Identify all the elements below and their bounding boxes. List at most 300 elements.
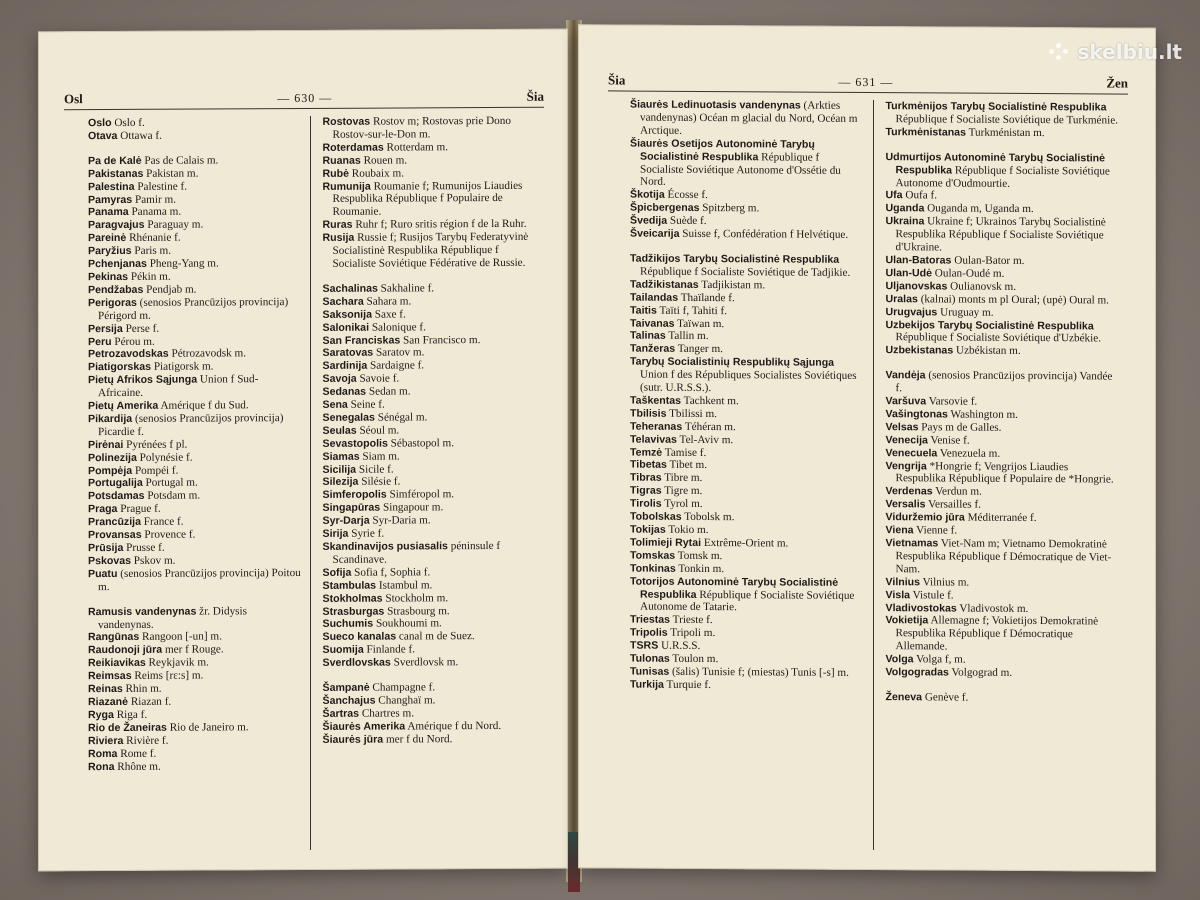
entry-translation: Tyrol m. bbox=[661, 497, 703, 511]
entry-translation: San Francisco m. bbox=[400, 333, 481, 346]
dictionary-entry bbox=[88, 605, 302, 632]
entry-headword: Sueco kanalas bbox=[322, 630, 397, 644]
dictionary-entry bbox=[630, 575, 865, 615]
entry-translation: Sakhaline f. bbox=[377, 282, 435, 295]
entry-headword: Paryžius bbox=[88, 245, 132, 258]
entry-translation: Saxe f. bbox=[371, 308, 406, 321]
entry-headword: Rumunija bbox=[322, 180, 371, 193]
right-page bbox=[578, 24, 1156, 872]
entry-translation: Pskov m. bbox=[131, 554, 176, 567]
entry-headword: Vietnamas bbox=[885, 537, 939, 550]
entry-headword: Praga bbox=[88, 503, 118, 516]
dictionary-entry bbox=[88, 515, 302, 529]
dictionary-entry bbox=[323, 141, 537, 155]
entry-translation: Varsovie f. bbox=[926, 395, 978, 408]
entry-translation: Paris m. bbox=[131, 244, 172, 258]
dictionary-entry bbox=[88, 528, 302, 542]
dictionary-entry bbox=[88, 734, 302, 748]
entry-headword: Ženeva bbox=[885, 691, 923, 704]
dictionary-entry bbox=[88, 438, 302, 452]
entry-translation: Rouen m. bbox=[360, 154, 408, 167]
entry-translation: Tanger m. bbox=[675, 343, 723, 356]
entry-headword: Tarybų Socialistinių Respublikų Sąjunga bbox=[630, 355, 835, 370]
entry-translation: Pékin m. bbox=[128, 270, 171, 283]
entry-headword: Reimsas bbox=[88, 670, 132, 683]
entry-translation: Ouganda m, Uganda m. bbox=[924, 202, 1034, 216]
dictionary-entry bbox=[88, 412, 302, 439]
entry-headword: Ryga bbox=[88, 708, 114, 722]
entry-headword: Teheranas bbox=[630, 420, 683, 433]
entry-translation: Toulon m. bbox=[669, 652, 719, 666]
entry-headword: Prancūzija bbox=[88, 516, 141, 529]
dictionary-entry bbox=[323, 488, 537, 502]
entry-headword: Pamyras bbox=[88, 193, 133, 206]
entry-headword: Totorijos Autonominė Tarybų Socialistinė Respublika bbox=[630, 575, 842, 601]
entry-headword: Sardinija bbox=[322, 359, 368, 373]
section-gap bbox=[88, 593, 302, 606]
dictionary-entry bbox=[88, 335, 302, 349]
entry-headword: Uganda bbox=[885, 202, 925, 215]
dictionary-entry bbox=[886, 319, 1121, 346]
entry-translation: Volgograd m. bbox=[948, 666, 1013, 679]
entry-translation: France f. bbox=[141, 515, 184, 529]
dictionary-entry bbox=[323, 385, 537, 399]
dictionary-entry bbox=[323, 295, 537, 309]
entry-headword: Škotija bbox=[630, 188, 665, 202]
dictionary-entry bbox=[88, 643, 302, 657]
entry-headword: Viduržemio jūra bbox=[885, 511, 965, 524]
dictionary-entry bbox=[88, 129, 302, 143]
entry-translation: Panama m. bbox=[128, 206, 182, 219]
entry-translation: Provence f. bbox=[141, 528, 196, 541]
entry-translation: Rhin m. bbox=[122, 682, 162, 696]
entry-headword: Taivanas bbox=[630, 317, 675, 330]
dictionary-entry bbox=[323, 694, 537, 708]
entry-headword: Vengrija bbox=[885, 459, 927, 472]
entry-translation: Taïti f, Tahiti f. bbox=[656, 304, 727, 317]
entry-translation: Roumanie f; Rumunijos Liaudies Respublika République f Populaire de Roumanie. bbox=[332, 179, 526, 219]
entry-translation: Suède f. bbox=[667, 214, 707, 228]
dictionary-entry bbox=[886, 369, 1121, 396]
entry-translation: U.R.S.S. bbox=[658, 639, 701, 653]
entry-headword: Suchumis bbox=[322, 618, 374, 631]
dictionary-entry bbox=[323, 282, 537, 296]
entry-headword: Uzbekistanas bbox=[885, 344, 954, 357]
entry-headword: Sachalinas bbox=[322, 282, 378, 295]
entry-translation: Rostov m; Rostovas prie Dono Rostov-sur-le-Don m. bbox=[332, 114, 514, 141]
entry-translation: Turquie f. bbox=[663, 678, 711, 691]
entry-headword: Tibetas bbox=[630, 459, 667, 472]
entry-translation: Prusse f. bbox=[123, 541, 165, 554]
dictionary-entry bbox=[88, 116, 302, 130]
entry-translation: Tibet m. bbox=[666, 459, 708, 472]
entry-translation: Séoul m. bbox=[356, 424, 400, 437]
dictionary-entry bbox=[88, 244, 302, 258]
entry-headword: Riviera bbox=[88, 734, 124, 747]
entry-translation: Simféropol m. bbox=[386, 488, 455, 501]
entry-headword: Panama bbox=[88, 206, 129, 219]
entry-translation: Viet-Nam m; Vietnamo Demokratinė Respublika République f Démocratique de Viet-Nam. bbox=[895, 537, 1112, 576]
entry-headword: Vilnius bbox=[885, 575, 921, 589]
entry-translation: Tomsk m. bbox=[675, 549, 723, 562]
dictionary-entry bbox=[88, 695, 302, 709]
entry-translation: Reims [rɛ:s] m. bbox=[131, 669, 204, 683]
entry-headword: Rusija bbox=[322, 231, 355, 245]
entry-translation: Riazan f. bbox=[128, 695, 172, 708]
entry-translation: Tokio m. bbox=[665, 523, 709, 537]
watermark-text: skelbiu.lt bbox=[1077, 40, 1182, 64]
entry-headword: Stokholmas bbox=[322, 592, 383, 605]
entry-translation: Extrême-Orient m. bbox=[701, 536, 789, 550]
dictionary-entry bbox=[630, 228, 865, 242]
entry-headword: Rio de Žaneiras bbox=[88, 721, 167, 734]
entry-headword: Tonkinas bbox=[630, 562, 676, 575]
entry-translation: Pyrénées f pl. bbox=[123, 438, 188, 451]
entry-translation: République f Socialiste Soviétique Autonome d'Oudmourtie. bbox=[895, 164, 1113, 190]
entry-headword: Taitis bbox=[630, 304, 657, 317]
dictionary-entry bbox=[323, 720, 537, 734]
entry-headword: Pakistanas bbox=[88, 167, 144, 180]
entry-translation: Suisse f, Confédération f Helvétique. bbox=[679, 227, 849, 241]
dictionary-entry bbox=[88, 747, 302, 761]
entry-headword: Pareinė bbox=[88, 232, 127, 245]
entry-headword: Peru bbox=[88, 335, 112, 348]
entry-translation: Tamise f. bbox=[662, 446, 707, 459]
entry-headword: Sevastopolis bbox=[322, 437, 388, 450]
entry-headword: Taškentas bbox=[630, 394, 682, 407]
dictionary-entry bbox=[88, 502, 302, 516]
dictionary-entry bbox=[323, 462, 537, 476]
entry-headword: Oslo bbox=[88, 117, 112, 130]
entry-headword: Portugalija bbox=[88, 477, 143, 490]
entry-headword: Ruras bbox=[322, 218, 353, 232]
section-gap bbox=[323, 669, 537, 682]
dictionary-entry bbox=[323, 681, 537, 695]
entry-translation: Tripoli m. bbox=[667, 627, 716, 640]
dictionary-entry bbox=[88, 257, 302, 271]
entry-headword: Tokijas bbox=[630, 523, 666, 536]
entry-headword: Udmurtijos Autonominė Tarybų Socialistinė Respublika bbox=[885, 150, 1108, 177]
entry-headword: Šiaurės jūra bbox=[322, 733, 384, 746]
entry-translation: Rome f. bbox=[117, 747, 157, 760]
dictionary-entry bbox=[323, 411, 537, 425]
dictionary-entry bbox=[88, 476, 302, 490]
entry-headword: Silezija bbox=[322, 476, 359, 489]
entry-headword: Ramusis vandenynas bbox=[88, 605, 197, 618]
dictionary-entry bbox=[88, 283, 302, 297]
entry-translation: Sicile f. bbox=[356, 463, 394, 476]
entry-headword: Venecuela bbox=[885, 446, 938, 460]
entry-headword: Raudonoji jūra bbox=[88, 644, 163, 657]
left-page bbox=[38, 29, 568, 872]
entry-translation: (šalis) Tunisie f; (miestas) Tunis [-s] m. bbox=[669, 665, 849, 679]
entry-translation: Spitzberg m. bbox=[699, 202, 760, 215]
left-page-header bbox=[64, 85, 544, 111]
entry-translation: Strasbourg m. bbox=[384, 604, 450, 618]
entry-headword: Špicbergenas bbox=[630, 201, 700, 215]
entry-headword: Tobolskas bbox=[630, 510, 682, 523]
entry-translation: Tallin m. bbox=[665, 330, 709, 343]
entry-translation: Volga f, m. bbox=[913, 653, 966, 666]
entry-headword: Rona bbox=[88, 760, 115, 773]
entry-headword: Singapūras bbox=[322, 501, 381, 515]
dictionary-entry bbox=[88, 322, 302, 336]
entry-translation: Saratov m. bbox=[373, 346, 425, 360]
entry-translation: Rivière f. bbox=[123, 734, 169, 747]
dictionary-entry bbox=[323, 707, 537, 721]
entry-headword: Suomija bbox=[322, 643, 364, 657]
entry-translation: Soukhoumi m. bbox=[373, 617, 442, 631]
entry-translation: Pakistan m. bbox=[143, 167, 199, 180]
entry-translation: Méditerranée f. bbox=[964, 511, 1037, 525]
entry-translation: Allemagne f; Vokietijos Demokratinė Respublika République f Démocratique Allemande. bbox=[895, 614, 1101, 653]
entry-headword: Skandinavijos pusiasalis bbox=[322, 540, 448, 553]
dictionary-entry bbox=[323, 501, 537, 515]
dictionary-entry bbox=[88, 554, 302, 568]
entry-headword: Pikardija bbox=[88, 412, 133, 426]
entry-headword: Pchenjanas bbox=[88, 257, 147, 271]
dictionary-entry bbox=[886, 344, 1121, 358]
entry-translation: Verdun m. bbox=[932, 485, 982, 499]
entry-translation: Pétrozavodsk m. bbox=[168, 347, 247, 361]
entry-translation: Riga f. bbox=[113, 708, 148, 721]
dictionary-entry bbox=[88, 451, 302, 465]
entry-headword: Roma bbox=[88, 747, 118, 760]
left-column-1 bbox=[64, 116, 310, 851]
entry-translation: (senosios Prancūzijos provincija) Picardie f. bbox=[98, 412, 287, 438]
dictionary-entry bbox=[323, 333, 537, 347]
entry-translation: Reykjavik m. bbox=[145, 656, 209, 670]
dictionary-entry bbox=[323, 437, 537, 451]
entry-headword: Pietų Afrikos Sąjunga bbox=[88, 373, 198, 387]
entry-translation: Pérou m. bbox=[111, 335, 155, 348]
dictionary-entry bbox=[630, 356, 865, 396]
dictionary-entry bbox=[88, 721, 302, 735]
entry-headword: Tulonas bbox=[630, 652, 670, 665]
entry-translation: Portugal m. bbox=[142, 477, 198, 490]
dictionary-entry bbox=[88, 760, 302, 774]
entry-headword: Uljanovskas bbox=[885, 279, 948, 293]
dictionary-entry bbox=[323, 166, 537, 180]
entry-translation: Champagne f. bbox=[369, 681, 436, 694]
entry-translation: (senosios Prancūzijos provincija) Poitou m. bbox=[98, 566, 304, 593]
entry-headword: Sverdlovskas bbox=[322, 656, 391, 670]
dictionary-entry bbox=[886, 537, 1121, 577]
entry-translation: Singapour m. bbox=[380, 501, 444, 514]
section-gap bbox=[323, 270, 537, 283]
entry-translation: Sébastopol m. bbox=[387, 436, 455, 450]
entry-headword: Pekinas bbox=[88, 270, 129, 284]
entry-translation: Palestine f. bbox=[134, 180, 188, 193]
entry-translation: République f Socialiste Soviétique Autonome d'Ossétie du Nord. bbox=[640, 150, 844, 189]
dictionary-entry bbox=[88, 193, 302, 207]
entry-translation: Sénégal m. bbox=[374, 411, 428, 424]
dictionary-entry bbox=[88, 296, 302, 323]
left-page-number: — 630 — bbox=[277, 90, 333, 106]
dictionary-entry bbox=[88, 180, 302, 194]
entry-headword: Telavivas bbox=[630, 433, 677, 446]
entry-translation: Turkménistan m. bbox=[965, 126, 1045, 139]
entry-headword: Perigoras bbox=[88, 296, 137, 309]
entry-headword: TSRS bbox=[630, 639, 659, 652]
entry-headword: Sicilija bbox=[322, 463, 357, 476]
entry-headword: Temzė bbox=[630, 446, 663, 459]
entry-translation: Union f des Républiques Socialistes Soviétiques (sutr. U.R.S.S.). bbox=[640, 357, 860, 395]
dictionary-entry bbox=[323, 643, 537, 657]
entry-translation: Sardaigne f. bbox=[367, 359, 425, 372]
entry-headword: Prūsija bbox=[88, 541, 124, 555]
entry-headword: Triestas bbox=[630, 613, 671, 627]
entry-translation: Oulan-Bator m. bbox=[951, 254, 1025, 267]
entry-headword: Viena bbox=[885, 524, 914, 537]
entry-headword: Turkmėnistanas bbox=[885, 125, 966, 139]
entry-translation: (senosios Prancūzijos provincija) Vandée f. bbox=[895, 369, 1116, 395]
entry-headword: Ukraina bbox=[885, 215, 925, 228]
entry-translation: Uzbékistan m. bbox=[953, 344, 1021, 358]
right-column-1 bbox=[606, 98, 873, 850]
dictionary-entry bbox=[630, 678, 865, 692]
entry-headword: Tripolis bbox=[630, 626, 668, 640]
entry-headword: Persija bbox=[88, 322, 123, 335]
entry-headword: Tunisas bbox=[630, 665, 670, 678]
entry-headword: Tadžikistanas bbox=[630, 278, 699, 291]
entry-headword: Roterdamas bbox=[322, 141, 384, 154]
entry-headword: Strasburgas bbox=[322, 605, 385, 618]
entry-headword: Šartras bbox=[322, 707, 360, 720]
entry-headword: San Franciskas bbox=[322, 333, 401, 347]
dictionary-entry bbox=[323, 320, 537, 334]
entry-headword: Vokietija bbox=[885, 614, 929, 627]
entry-translation: Genève f. bbox=[922, 691, 969, 704]
entry-headword: Ufa bbox=[885, 189, 903, 202]
entry-headword: Švedija bbox=[630, 214, 668, 227]
entry-translation: Syr-Daria m. bbox=[369, 514, 431, 527]
entry-headword: Šveicarija bbox=[630, 227, 680, 240]
entry-translation: Uruguay m. bbox=[937, 306, 994, 319]
entry-translation: Istambul m. bbox=[376, 579, 433, 592]
right-header-guide-first: Šia bbox=[608, 72, 626, 88]
entry-headword: Tomskas bbox=[630, 549, 676, 562]
entry-headword: Saratovas bbox=[322, 347, 374, 360]
entry-headword: Otava bbox=[88, 129, 118, 143]
entry-translation: Finlande f. bbox=[363, 643, 415, 656]
entry-translation: Trieste f. bbox=[670, 614, 713, 627]
entry-headword: Potsdamas bbox=[88, 490, 145, 503]
dictionary-entry bbox=[323, 475, 537, 489]
entry-translation: Washington m. bbox=[947, 408, 1018, 421]
entry-translation: Taïwan m. bbox=[674, 317, 725, 330]
entry-translation: Vienne f. bbox=[913, 524, 958, 537]
dictionary-entry bbox=[323, 732, 537, 746]
entry-translation: Tigre m. bbox=[661, 485, 703, 498]
entry-translation: Sverdlovsk m. bbox=[390, 656, 459, 669]
entry-headword: Šanchajus bbox=[322, 694, 376, 707]
dictionary-entry bbox=[88, 682, 302, 696]
entry-translation: (Arkties vandenynas) Océan m glacial du Nord, Océan m Arctique. bbox=[640, 99, 860, 137]
entry-headword: Sofija bbox=[322, 566, 352, 579]
entry-translation: Oulianovsk m. bbox=[947, 280, 1017, 293]
entry-headword: Uralas bbox=[885, 292, 918, 305]
dictionary-entry bbox=[323, 449, 537, 463]
entry-translation: Syrie f. bbox=[348, 527, 385, 540]
entry-translation: Versailles f. bbox=[925, 498, 981, 511]
dictionary-entry bbox=[323, 218, 537, 232]
entry-translation: Pompéi f. bbox=[132, 464, 179, 477]
dictionary-entry bbox=[88, 167, 302, 181]
entry-headword: Palestina bbox=[88, 180, 135, 193]
entry-translation: (kalnai) monts m pl Oural; (upė) Oural m. bbox=[917, 292, 1109, 307]
entry-translation: Téhéran m. bbox=[682, 420, 736, 433]
dictionary-entry bbox=[323, 307, 537, 321]
left-header-guide-first: Osl bbox=[64, 91, 83, 107]
entry-headword: Piatigorskas bbox=[88, 361, 152, 374]
entry-translation: canal m de Suez. bbox=[396, 630, 475, 643]
entry-headword: Velsas bbox=[885, 420, 919, 434]
dictionary-entry bbox=[88, 669, 302, 683]
entry-translation: péninsule f Scandinave. bbox=[332, 539, 503, 566]
dictionary-entry bbox=[323, 424, 537, 438]
entry-translation: Pamir m. bbox=[132, 193, 177, 206]
entry-headword: Provansas bbox=[88, 528, 142, 542]
entry-translation: Pays m de Galles. bbox=[918, 421, 1002, 434]
entry-headword: Uzbekijos Tarybų Socialistinė Respublika bbox=[885, 318, 1094, 332]
entry-translation: Venise f. bbox=[927, 434, 970, 447]
entry-translation: Chartres m. bbox=[359, 707, 415, 720]
entry-translation: Siam m. bbox=[359, 450, 400, 463]
dictionary-entry bbox=[323, 346, 537, 360]
entry-translation: Roubaix m. bbox=[348, 167, 404, 180]
entry-headword: Rubė bbox=[322, 167, 349, 180]
dictionary-entry bbox=[88, 656, 302, 670]
entry-translation: Silésie f. bbox=[358, 475, 401, 489]
entry-translation: Vladivostok m. bbox=[956, 602, 1029, 615]
entry-translation: Rhénanie f. bbox=[126, 231, 181, 245]
entry-headword: Stambulas bbox=[322, 579, 377, 592]
entry-translation: Écosse f. bbox=[664, 189, 708, 202]
entry-headword: Saksonija bbox=[322, 308, 372, 321]
dictionary-entry bbox=[88, 205, 302, 219]
entry-headword: Senegalas bbox=[322, 411, 375, 424]
entry-headword: Sirija bbox=[322, 527, 349, 540]
entry-translation: Union f Sud-Africaine. bbox=[98, 373, 259, 400]
entry-translation: Stockholm m. bbox=[382, 591, 449, 605]
entry-translation: Ruhr f; Ruro sritis région f de la Ruhr. bbox=[352, 218, 527, 231]
entry-translation: Thaïlande f. bbox=[678, 291, 735, 304]
entry-headword: Pskovas bbox=[88, 554, 131, 568]
dictionary-entry bbox=[323, 372, 537, 386]
dictionary-entry bbox=[323, 578, 537, 592]
entry-translation: Rhône m. bbox=[114, 760, 161, 773]
dictionary-entry bbox=[88, 373, 302, 400]
entry-headword: Petrozavodskas bbox=[88, 348, 169, 361]
entry-headword: Tigras bbox=[630, 484, 662, 498]
dictionary-entry bbox=[323, 604, 537, 618]
entry-translation: Paraguay m. bbox=[144, 218, 204, 232]
dictionary-entry bbox=[886, 615, 1121, 655]
entry-translation: Tel-Aviv m. bbox=[676, 433, 734, 446]
entry-headword: Sedanas bbox=[322, 385, 367, 399]
dictionary-entry bbox=[886, 100, 1121, 127]
entry-translation: Venezuela m. bbox=[937, 447, 1001, 460]
entry-translation: Tachkent m. bbox=[681, 394, 739, 408]
entry-translation: Polynésie f. bbox=[136, 451, 193, 464]
entry-translation: Vilnius m. bbox=[920, 576, 970, 589]
entry-translation: Perse f. bbox=[122, 322, 160, 335]
dictionary-entry bbox=[88, 464, 302, 478]
entry-translation: Seine f. bbox=[347, 398, 385, 411]
entry-translation: Tibre m. bbox=[661, 472, 703, 485]
entry-headword: Simferopolis bbox=[322, 488, 387, 502]
